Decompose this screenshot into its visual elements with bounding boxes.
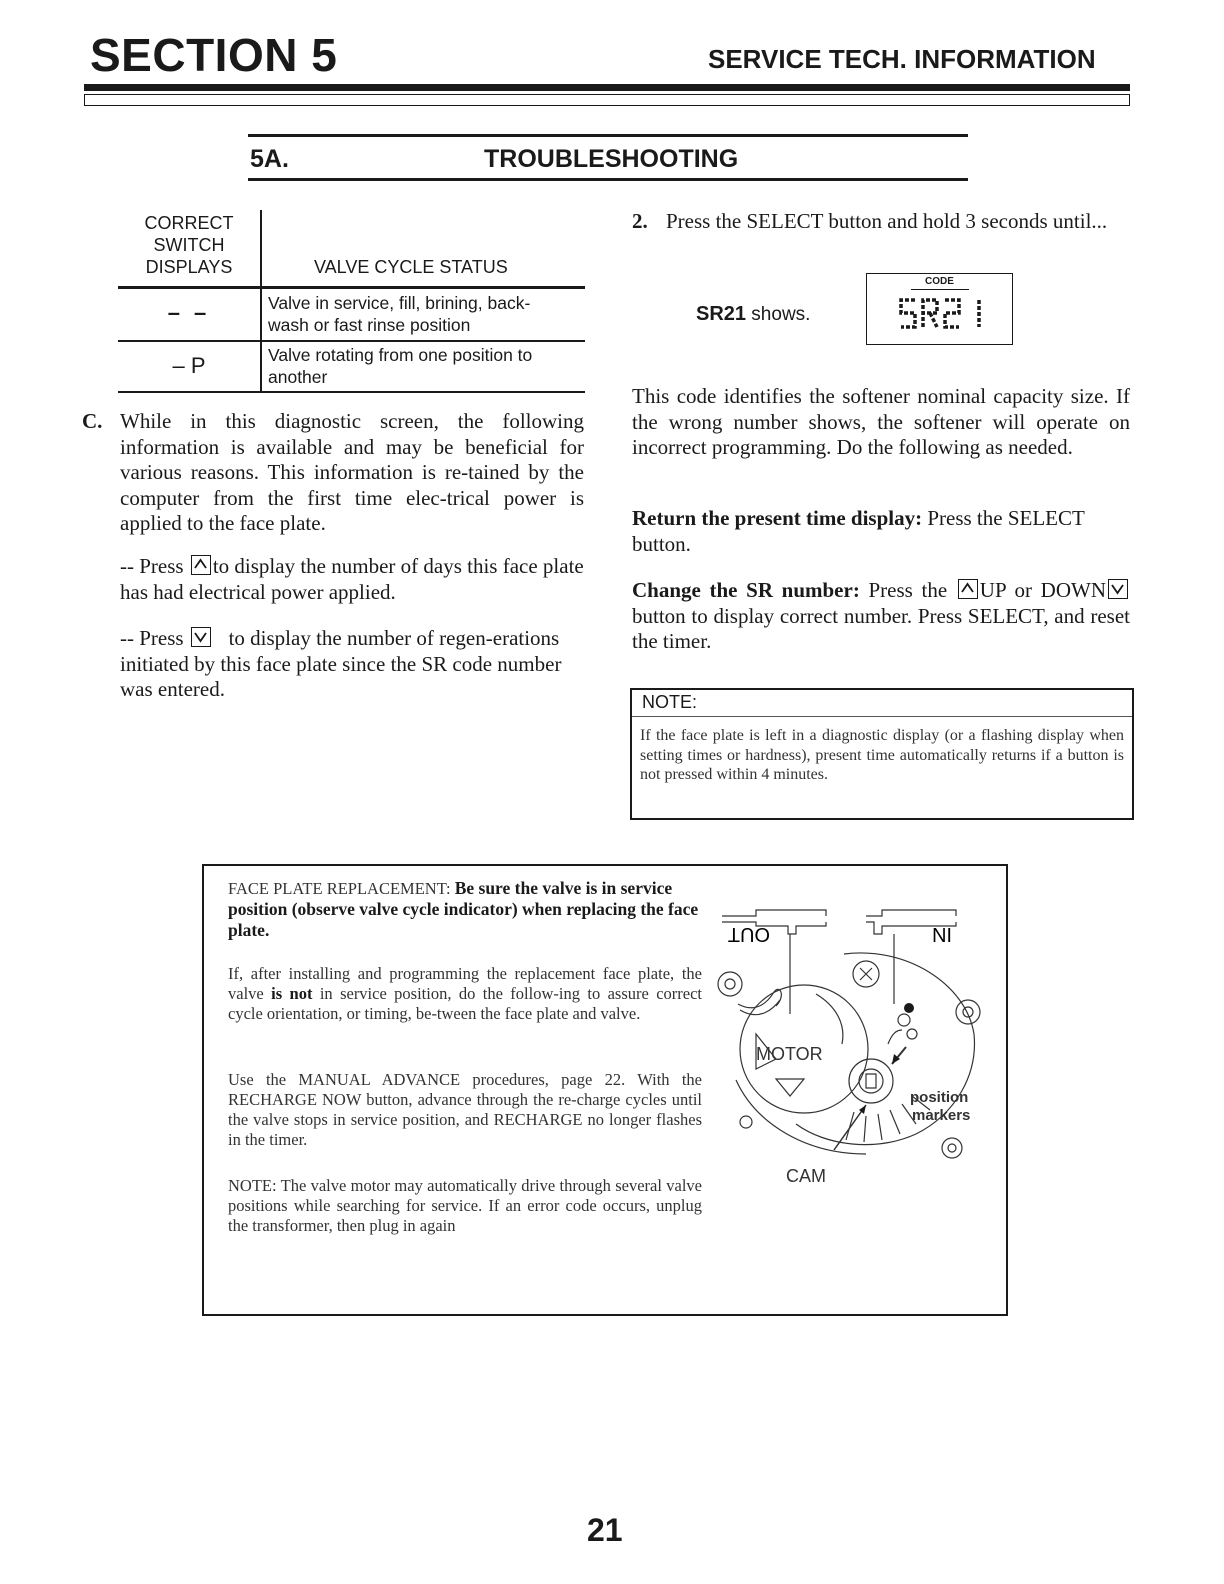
out-label: OUT — [727, 923, 770, 945]
table-rule — [118, 340, 585, 342]
down-arrow-icon — [191, 627, 211, 647]
code-display-label: CODE — [925, 276, 954, 287]
return-heading: Return the present time display: — [632, 506, 923, 530]
position-label: position — [910, 1089, 969, 1106]
table-code: – P — [172, 353, 206, 378]
face-plate-p1-b: in service position, do the follow-ing to assure correct cycle orientation, or timing, be-tween the face plate and valve. — [228, 984, 702, 1023]
diagnostic-paragraph: While in this diagnostic screen, the following information is available and may be beneficial for various reasons. This information is re-tained by the computer from the first time elec-trical power is applied to the face plate. — [120, 409, 584, 535]
section-subtitle: SERVICE TECH. INFORMATION — [708, 44, 1096, 74]
table-status: Valve in service, fill, brining, back- wash or fast rinse position — [268, 293, 531, 335]
press-down-lead: -- Press — [120, 626, 184, 650]
cam-hub — [849, 1059, 893, 1103]
subsection-title: TROUBLESHOOTING — [484, 145, 739, 173]
table-divider — [260, 210, 262, 392]
change-text-a: Press the — [859, 578, 948, 602]
return-paragraph — [632, 506, 1130, 557]
note-rule — [632, 716, 1132, 717]
subsection-top-rule — [248, 134, 968, 137]
in-label: IN — [932, 923, 952, 945]
face-plate-paragraph-1 — [228, 964, 702, 1024]
face-plate-box — [202, 864, 1008, 1316]
table-code: – – — [167, 300, 211, 325]
capacity-paragraph: This code identifies the softener nominal capacity size. If the wrong number shows, the softener will operate on incorrect programming. Do the following as needed. — [632, 384, 1130, 459]
change-heading: Change the SR number: — [632, 578, 860, 602]
table-header-status: VALVE CYCLE STATUS — [314, 257, 508, 277]
face-plate-paragraph-2: Use the MANUAL ADVANCE procedures, page 22. With the RECHARGE NOW button, advance through the re-charge cycles until the valve stops in service position, and RECHARGE no longer flashes in the timer. — [228, 1070, 702, 1149]
change-text-b: UP or DOWN — [979, 578, 1106, 602]
face-plate-p1-a: If, after installing and programming the replacement face plate, the valve — [228, 964, 702, 1003]
change-text-c: button to display correct number. Press SELECT, and reset the timer. — [632, 603, 1130, 653]
cam-label: CAM — [786, 1166, 826, 1184]
valve-diagram — [716, 884, 988, 1184]
sr21-label — [696, 303, 810, 326]
face-plate-heading-bold: Be sure the valve is in service position (observe valve cycle indicator) when replacing the face plate. — [228, 878, 699, 940]
sr21-code: SR21 — [696, 303, 747, 325]
header-rule — [84, 84, 1130, 91]
markers-label: markers — [912, 1107, 971, 1124]
sr21-shows: shows. — [746, 304, 811, 325]
subsection-number: 5A. — [250, 145, 289, 173]
return-text: Press the SELECT button. — [632, 506, 1085, 556]
step2-text: Press the SELECT button and hold 3 seconds until... — [666, 209, 1108, 233]
table-rule — [118, 286, 585, 289]
face-plate-p1-bold: is not — [271, 984, 313, 1003]
press-up-paragraph — [120, 554, 584, 605]
subsection-bottom-rule — [248, 178, 968, 181]
press-down-paragraph — [120, 626, 584, 703]
note-box — [630, 688, 1134, 820]
press-up-lead: -- Press — [120, 554, 184, 578]
motor-label: MOTOR — [756, 1044, 823, 1064]
press-down-text: to display the number of regen-erations initiated by this face plate since the SR code number was entered. — [120, 626, 562, 701]
item-letter: C. — [82, 409, 103, 433]
down-arrow-icon — [1108, 579, 1128, 599]
table-rule — [118, 391, 585, 393]
code-display — [866, 273, 1013, 345]
up-arrow-icon — [191, 555, 211, 575]
table-header-displays: CORRECT SWITCH DISPLAYS — [144, 213, 234, 277]
table-status: Valve rotating from one position to another — [268, 345, 533, 387]
press-up-text: to display the number of days this face plate has had electrical power applied. — [120, 554, 584, 604]
note-text: If the face plate is left in a diagnostic display (or a flashing display when setting times or hardness), present time automatically returns if a button is not pressed within 4 minutes. — [640, 727, 1124, 783]
sr21-segment-icon — [897, 294, 997, 334]
face-plate-heading — [228, 878, 702, 941]
change-paragraph — [632, 578, 1130, 655]
note-title: NOTE: — [642, 692, 698, 712]
header-rule-box — [84, 94, 1130, 106]
up-arrow-icon — [958, 579, 978, 599]
step-number: 2. — [632, 209, 648, 233]
out-pipe — [722, 910, 826, 916]
face-plate-paragraph-3: NOTE: The valve motor may automatically drive through several valve positions while searching for service. If an error code occurs, unplug the transformer, then plug in again — [228, 1176, 702, 1235]
position-marker-icon — [904, 1003, 914, 1013]
face-plate-heading-label: FACE PLATE REPLACEMENT: — [228, 879, 455, 898]
code-display-rule — [911, 289, 969, 290]
page-number: 21 — [587, 1512, 623, 1548]
section-title: SECTION 5 — [90, 29, 338, 81]
